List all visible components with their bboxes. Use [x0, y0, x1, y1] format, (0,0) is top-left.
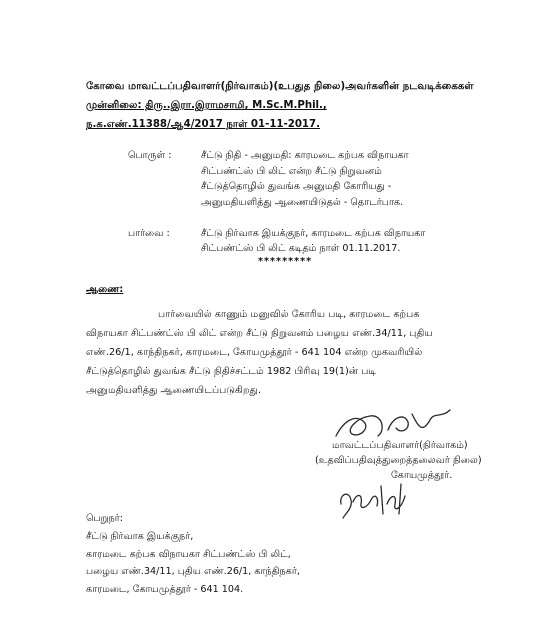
reference-line: சிட்பண்ட்ஸ் பி லிட் கடிதம் நாள் 01.11.2017. — [201, 243, 401, 254]
subject-line: அனுமதியளித்து ஆணையிடுதல் - தொடர்பாக. — [201, 197, 404, 208]
reference-label: பார்வை : — [128, 228, 170, 239]
order-line: சீட்டுத்தொழில் துவங்க சீட்டு நிதிச்சட்டம் 1982 பிரிவு 19(1)ன் படி — [86, 366, 377, 377]
order-line: பார்வையில் காணும் மனுவில் கோரிய படி, காரமடை கற்பக — [158, 309, 420, 320]
recipient-line: சீட்டு நிர்வாக இயக்குநர், — [86, 531, 194, 542]
order-line: எண்.26/1, காந்திநகர், காரமடை, கோயமுத்தூர் - 641 104 என்ற முகவரியில் — [86, 347, 423, 358]
subject-line: சிட்பண்ட்ஸ் பி லிட் என்ற சீட்டு நிறுவனம் — [201, 166, 382, 177]
signatory-title: மாவட்டப்பதிவாளர்(நிர்வாகம்) — [332, 440, 468, 451]
subject-line: சீட்டுத்தொழில் துவங்க அனுமதி கோரியது - — [201, 181, 392, 192]
order-line: அனுமதியளித்து ஆணையிடப்படுகிறது. — [86, 385, 262, 396]
subject-line: சீட்டு நிதி - அனுமதி: காரமடை கற்பக விநாயகா — [201, 150, 409, 161]
order-heading: ஆணை: — [86, 284, 124, 295]
recipient-label: பெறுநர்: — [86, 513, 124, 524]
signatory-rank: (உதவிப்பதிவுத்துறைத்தலைவர் நிலை) — [315, 455, 482, 466]
handwritten-initials — [335, 474, 415, 520]
signatory-place: கோயமுத்தூர். — [391, 470, 453, 481]
recipient-line: பழைய எண்.34/11, புதிய எண்.26/1, காந்திநகர், — [86, 566, 300, 577]
reference-line: சீட்டு நிர்வாக இயக்குநர், காரமடை கற்பக விநாயகா — [201, 228, 426, 239]
order-line: விநாயகா சிட்பண்ட்ஸ் பி லிட் என்ற சீட்டு நிறுவனம் பழைய எண்.34/11, புதிய — [86, 328, 433, 339]
header-line-reference-number: ந.க.எண்.11388/ஆ4/2017 நாள் 01-11-2017. — [86, 119, 320, 130]
header-line-presence: முன்னிலை: திரு..இரா.இராமசாமி, M.Sc.M.Phil., — [86, 100, 327, 111]
subject-label: பொருள் : — [128, 150, 172, 161]
separator-stars: ********* — [258, 256, 313, 267]
header-line-office: கோவை மாவட்டப்பதிவாளர்(நிர்வாகம்)(உபதுத நிலை)அவர்களின் நடவடிக்கைகள் — [86, 81, 474, 92]
recipient-line: காரமடை கற்பக விநாயகா சிட்பண்ட்ஸ் பி லிட், — [86, 549, 291, 560]
recipient-line: காரமடை, கோயமுத்தூர் - 641 104. — [86, 584, 244, 595]
